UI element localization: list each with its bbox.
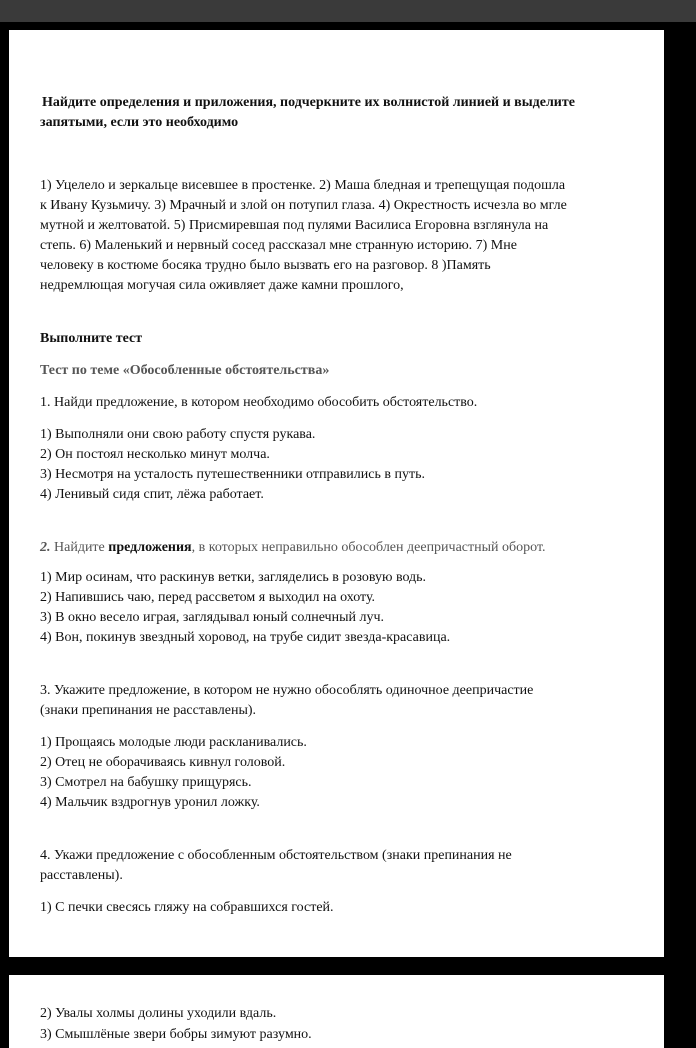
q1-option-1: 1) Выполняли они свою работу спустя рукава. <box>40 427 316 442</box>
q3-option-1: 1) Прощаясь молодые люди раскланивались. <box>40 735 307 750</box>
q1-question: 1. Найди предложение, в котором необходимо обособить обстоятельство. <box>40 395 478 410</box>
q3-option-3: 3) Смотрел на бабушку прищурясь. <box>40 775 252 790</box>
q1-option-4: 4) Ленивый сидя спит, лёжа работает. <box>40 487 264 502</box>
task-paragraph-line-6: недремлющая могучая сила оживляет даже камни прошлого, <box>40 278 404 293</box>
q2-text-after: , в которых неправильно обособлен деепричастный оборот. <box>191 540 546 555</box>
task-paragraph-line-5: человеку в костюме босяка трудно было вызвать его на разговор. 8 )Память <box>40 258 491 273</box>
task-paragraph-line-2: к Ивану Кузьмичу. 3) Мрачный и злой он потупил глаза. 4) Окрестность исчезла во мгле <box>40 198 567 213</box>
q2-option-2: 2) Напившись чаю, перед рассветом я выходил на охоту. <box>40 590 376 605</box>
q2-option-3: 3) В окно весело играя, заглядывал юный солнечный луч. <box>40 610 385 625</box>
q1-option-3: 3) Несмотря на усталость путешественники отправились в путь. <box>40 467 425 482</box>
q4-option-3: 3) Смышлёные звери бобры зимуют разумно. <box>40 1027 312 1042</box>
task-heading-line-2: запятыми, если это необходимо <box>40 115 239 130</box>
q4-option-2: 2) Увалы холмы долины уходили вдаль. <box>40 1006 277 1021</box>
task-heading-line-1: Найдите определения и приложения, подчеркните их волнистой линией и выделите <box>42 95 575 110</box>
test-heading: Выполните тест <box>40 331 143 346</box>
q3-option-4: 4) Мальчик вздрогнув уронил ложку. <box>40 795 260 810</box>
document-page-1 <box>9 30 664 957</box>
q2-option-4: 4) Вон, покинув звездный хоровод, на трубе сидит звезда-красавица. <box>40 630 451 645</box>
q3-option-2: 2) Отец не оборачиваясь кивнул головой. <box>40 755 286 770</box>
q3-question-line-2: (знаки препинания не расставлены). <box>40 703 257 718</box>
q2-number: 2. <box>40 540 51 555</box>
q2-bold-word: предложения <box>108 540 192 555</box>
q4-question-line-1: 4. Укажи предложение с обособленным обстоятельством (знаки препинания не <box>40 848 512 863</box>
q3-question-line-1: 3. Укажите предложение, в котором не нужно обособлять одиночное деепричастие <box>40 683 534 698</box>
q2-text-before: Найдите <box>50 540 109 555</box>
task-paragraph-line-3: мутной и желтоватой. 5) Присмиревшая под пулями Василиса Егоровна взглянула на <box>40 218 549 233</box>
q4-option-1: 1) С печки свесясь гляжу на собравшихся гостей. <box>40 900 334 915</box>
q1-option-2: 2) Он постоял несколько минут молча. <box>40 447 270 462</box>
task-paragraph-line-1: 1) Уцелело и зеркальце висевшее в простенке. 2) Маша бледная и трепещущая подошла <box>40 178 566 193</box>
q4-question-line-2: расставлены). <box>40 868 123 883</box>
q2-question <box>40 538 546 558</box>
task-paragraph-line-4: степь. 6) Маленький и нервный сосед рассказал мне странную историю. 7) Мне <box>40 238 517 253</box>
test-title: Тест по теме «Обособленные обстоятельства» <box>40 363 330 378</box>
viewer-top-bar <box>0 0 696 22</box>
q2-option-1: 1) Мир осинам, что раскинув ветки, загляделись в розовую водь. <box>40 570 427 585</box>
document-page-2 <box>9 975 664 1048</box>
